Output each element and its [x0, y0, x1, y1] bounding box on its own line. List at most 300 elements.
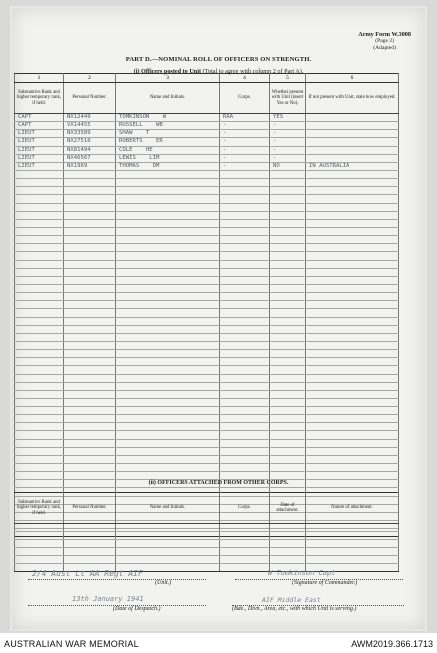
officer-initials: DM — [152, 162, 160, 169]
blank-cell — [220, 366, 270, 374]
blank-cell — [220, 301, 270, 309]
blank-cell — [116, 439, 220, 447]
blank-cell — [220, 244, 270, 252]
cell-corps: RAA — [220, 114, 270, 122]
header-present: Whether present with Unit (insert Yes or No). — [270, 83, 306, 114]
blank-cell — [64, 341, 116, 349]
blank-cell — [306, 170, 399, 178]
blank-cell — [270, 236, 306, 244]
blank-cell — [15, 431, 64, 439]
blank-cell — [116, 301, 220, 309]
blank-row — [15, 170, 399, 178]
cell-rank: CAPT — [15, 122, 64, 130]
blank-cell — [116, 333, 220, 341]
blank-cell — [64, 252, 116, 260]
blank-cell — [116, 244, 220, 252]
blank-cell — [220, 423, 270, 431]
blank-cell — [64, 170, 116, 178]
cell-corps: - — [220, 122, 270, 130]
blank-cell — [270, 431, 306, 439]
cell-name — [116, 122, 220, 130]
blank-cell — [306, 227, 399, 235]
blank-cell — [270, 455, 306, 463]
blank-cell — [220, 268, 270, 276]
blank-cell — [116, 309, 220, 317]
blank-cell — [116, 219, 220, 227]
form-adapted-note: (Adapted) — [373, 44, 396, 51]
cell-present: - — [270, 154, 306, 162]
blank-row — [15, 276, 399, 284]
blank-cell — [270, 293, 306, 301]
blank-cell — [116, 293, 220, 301]
blank-cell — [64, 293, 116, 301]
blank-cell — [220, 524, 270, 532]
blank-cell — [306, 524, 399, 532]
blank-cell — [306, 211, 399, 219]
blank-cell — [220, 309, 270, 317]
blank-row — [15, 366, 399, 374]
blank-cell — [64, 317, 116, 325]
blank-cell — [116, 472, 220, 480]
blank-row — [15, 358, 399, 366]
blank-row — [15, 407, 399, 415]
blank-cell — [220, 284, 270, 292]
blank-cell — [270, 398, 306, 406]
blank-cell — [270, 439, 306, 447]
column-number: 6 — [306, 74, 399, 83]
blank-cell — [15, 284, 64, 292]
blank-cell — [116, 366, 220, 374]
blank-cell — [306, 179, 399, 187]
blank-cell — [306, 195, 399, 203]
form-page-number: (Page 2) — [375, 38, 395, 45]
blank-row — [15, 179, 399, 187]
blank-row — [15, 325, 399, 333]
blank-row — [15, 333, 399, 341]
blank-cell — [64, 284, 116, 292]
blank-cell — [15, 187, 64, 195]
blank-cell — [64, 325, 116, 333]
blank-cell — [15, 293, 64, 301]
blank-cell — [64, 374, 116, 382]
blank-cell — [306, 407, 399, 415]
formation-handwritten: AIF Middle East — [262, 596, 321, 604]
blank-cell — [306, 219, 399, 227]
blank-cell — [116, 227, 220, 235]
blank-cell — [64, 358, 116, 366]
archive-footer — [0, 633, 437, 653]
blank-cell — [270, 556, 306, 564]
officer-surname: TOMKINSON — [119, 114, 150, 121]
blank-row — [15, 187, 399, 195]
blank-cell — [116, 556, 220, 564]
blank-cell — [64, 211, 116, 219]
table-row — [15, 162, 399, 170]
cell-number: NX12449 — [64, 114, 116, 122]
unit-line — [28, 579, 206, 580]
blank-cell — [116, 260, 220, 268]
blank-cell — [220, 219, 270, 227]
blank-cell — [270, 464, 306, 472]
blank-row — [15, 382, 399, 390]
blank-cell — [15, 211, 64, 219]
blank-cell — [270, 325, 306, 333]
unit-handwritten: 2/4 Aust Lt AA Regt AIF — [32, 569, 143, 578]
blank-cell — [270, 447, 306, 455]
attached-officers-table — [14, 492, 399, 572]
officer-surname: COLE — [119, 146, 133, 153]
blank-cell — [116, 179, 220, 187]
blank-cell — [306, 423, 399, 431]
blank-cell — [220, 187, 270, 195]
blank-cell — [220, 236, 270, 244]
cell-present: NO — [270, 162, 306, 170]
attached-rows — [15, 524, 399, 572]
blank-cell — [15, 260, 64, 268]
blank-cell — [116, 415, 220, 423]
blank-cell — [15, 244, 64, 252]
officer-initials: W — [162, 114, 167, 121]
officer-surname: THOMAS — [119, 162, 140, 169]
blank-cell — [116, 532, 220, 540]
blank-cell — [220, 447, 270, 455]
archive-reference: AWM2019.366.1713 — [351, 639, 433, 649]
blank-cell — [270, 252, 306, 260]
blank-row — [15, 439, 399, 447]
despatch-caption: (Date of Despatch.) — [113, 606, 161, 612]
blank-cell — [15, 447, 64, 455]
blank-cell — [64, 333, 116, 341]
officer-initials: ER — [155, 138, 163, 145]
column-number: 5 — [270, 74, 306, 83]
blank-cell — [306, 540, 399, 548]
blank-cell — [15, 374, 64, 382]
blank-row — [15, 293, 399, 301]
table-row — [15, 146, 399, 154]
blank-cell — [64, 219, 116, 227]
officers-on-strength-table — [14, 73, 399, 537]
blank-row — [15, 203, 399, 211]
blank-row — [15, 431, 399, 439]
blank-row — [15, 423, 399, 431]
table-header-row — [15, 83, 399, 114]
blank-cell — [64, 268, 116, 276]
blank-cell — [15, 366, 64, 374]
blank-cell — [15, 195, 64, 203]
blank-cell — [306, 325, 399, 333]
officer-surname: ROBERTS — [119, 138, 143, 145]
blank-cell — [306, 382, 399, 390]
blank-cell — [64, 236, 116, 244]
blank-cell — [15, 358, 64, 366]
blank-cell — [306, 366, 399, 374]
blank-cell — [64, 301, 116, 309]
blank-cell — [116, 211, 220, 219]
blank-cell — [270, 284, 306, 292]
blank-cell — [15, 350, 64, 358]
blank-row — [15, 211, 399, 219]
blank-cell — [220, 472, 270, 480]
table-row — [15, 154, 399, 162]
blank-cell — [220, 415, 270, 423]
blank-cell — [306, 268, 399, 276]
cell-rank: LIEUT — [15, 130, 64, 138]
blank-cell — [64, 276, 116, 284]
blank-cell — [15, 524, 64, 532]
blank-cell — [64, 415, 116, 423]
cell-corps: - — [220, 138, 270, 146]
blank-cell — [220, 382, 270, 390]
cell-number: NX1969 — [64, 162, 116, 170]
cell-employed — [306, 122, 399, 130]
blank-cell — [306, 390, 399, 398]
blank-cell — [220, 431, 270, 439]
form-code-block — [358, 32, 411, 51]
blank-cell — [15, 276, 64, 284]
table-row — [15, 138, 399, 146]
cell-name — [116, 114, 220, 122]
attached-header-nature: Nature of attachment. — [306, 493, 399, 524]
blank-row — [15, 195, 399, 203]
blank-row — [15, 309, 399, 317]
blank-cell — [15, 219, 64, 227]
cell-number: NX46567 — [64, 154, 116, 162]
blank-cell — [270, 423, 306, 431]
blank-cell — [116, 431, 220, 439]
cell-name — [116, 138, 220, 146]
blank-cell — [270, 358, 306, 366]
blank-cell — [15, 464, 64, 472]
attached-header-row — [15, 493, 399, 524]
blank-cell — [220, 532, 270, 540]
blank-cell — [64, 431, 116, 439]
part-title: PART D.—NOMINAL ROLL OF OFFICERS ON STRENGTH. — [125, 56, 312, 63]
blank-cell — [270, 268, 306, 276]
blank-row — [15, 350, 399, 358]
blank-row — [15, 252, 399, 260]
blank-cell — [270, 548, 306, 556]
blank-cell — [306, 431, 399, 439]
cell-name — [116, 130, 220, 138]
blank-cell — [15, 548, 64, 556]
blank-cell — [220, 333, 270, 341]
column-number: 1 — [15, 74, 64, 83]
section-one-label: (i) Officers posted to Unit — [133, 68, 202, 75]
blank-cell — [220, 325, 270, 333]
cell-number: NX33589 — [64, 130, 116, 138]
cell-corps: - — [220, 154, 270, 162]
blank-row — [15, 244, 399, 252]
column-number: 2 — [64, 74, 116, 83]
blank-cell — [270, 472, 306, 480]
blank-cell — [116, 268, 220, 276]
blank-cell — [116, 455, 220, 463]
cell-corps: - — [220, 130, 270, 138]
blank-cell — [64, 390, 116, 398]
blank-cell — [15, 407, 64, 415]
blank-row — [15, 219, 399, 227]
cell-present: YES — [270, 114, 306, 122]
blank-cell — [306, 187, 399, 195]
blank-cell — [306, 276, 399, 284]
blank-row — [15, 374, 399, 382]
cell-rank: LIEUT — [15, 154, 64, 162]
blank-cell — [64, 407, 116, 415]
attached-header-corps: Corps. — [220, 493, 270, 524]
attached-header-date: Date of attachment. — [270, 493, 306, 524]
blank-cell — [220, 341, 270, 349]
blank-cell — [15, 382, 64, 390]
unit-caption: (Unit.) — [155, 580, 172, 586]
blank-cell — [306, 284, 399, 292]
header-rank: Substantive Rank and higher temporary rank, if held. — [15, 83, 64, 114]
blank-cell — [116, 464, 220, 472]
cell-rank: LIEUT — [15, 146, 64, 154]
officer-initials: HE — [145, 146, 153, 153]
blank-cell — [116, 358, 220, 366]
blank-cell — [306, 358, 399, 366]
blank-cell — [15, 439, 64, 447]
header-name: Name and Initials. — [116, 83, 220, 114]
blank-cell — [15, 170, 64, 178]
blank-cell — [220, 293, 270, 301]
cell-rank: LIEUT — [15, 162, 64, 170]
blank-cell — [270, 219, 306, 227]
blank-cell — [270, 179, 306, 187]
blank-cell — [116, 252, 220, 260]
blank-row — [15, 455, 399, 463]
blank-cell — [220, 548, 270, 556]
blank-cell — [64, 524, 116, 532]
cell-name — [116, 146, 220, 154]
blank-cell — [64, 423, 116, 431]
blank-cell — [64, 532, 116, 540]
blank-cell — [306, 455, 399, 463]
cell-employed — [306, 154, 399, 162]
blank-cell — [220, 439, 270, 447]
blank-cell — [220, 390, 270, 398]
officer-surname: LEWIS — [119, 154, 136, 161]
blank-cell — [220, 179, 270, 187]
header-not-present: If not present with Unit, state how employed. — [306, 83, 399, 114]
blank-cell — [116, 548, 220, 556]
blank-cell — [15, 532, 64, 540]
blank-cell — [64, 244, 116, 252]
blank-cell — [116, 407, 220, 415]
officer-rows — [15, 114, 399, 537]
blank-cell — [15, 455, 64, 463]
blank-cell — [306, 532, 399, 540]
blank-cell — [220, 317, 270, 325]
blank-cell — [15, 236, 64, 244]
blank-row — [15, 227, 399, 235]
blank-cell — [270, 170, 306, 178]
blank-cell — [220, 203, 270, 211]
blank-cell — [220, 540, 270, 548]
blank-cell — [116, 398, 220, 406]
attached-header-personal-number: Personal Number. — [64, 493, 116, 524]
blank-cell — [306, 333, 399, 341]
blank-row — [15, 260, 399, 268]
cell-present: - — [270, 146, 306, 154]
blank-cell — [270, 374, 306, 382]
cell-number: NX81494 — [64, 146, 116, 154]
form-code: Army Form W.3008 — [358, 31, 411, 38]
header-corps: Corps. — [220, 83, 270, 114]
blank-cell — [220, 374, 270, 382]
blank-cell — [116, 350, 220, 358]
blank-cell — [64, 472, 116, 480]
blank-cell — [15, 333, 64, 341]
blank-cell — [270, 540, 306, 548]
blank-cell — [15, 325, 64, 333]
blank-cell — [220, 398, 270, 406]
blank-cell — [270, 301, 306, 309]
blank-cell — [270, 350, 306, 358]
blank-cell — [15, 472, 64, 480]
blank-row — [15, 284, 399, 292]
blank-cell — [220, 211, 270, 219]
blank-cell — [116, 170, 220, 178]
blank-cell — [116, 236, 220, 244]
blank-row — [15, 317, 399, 325]
blank-cell — [270, 187, 306, 195]
blank-cell — [270, 382, 306, 390]
blank-cell — [270, 276, 306, 284]
blank-cell — [64, 260, 116, 268]
blank-cell — [64, 195, 116, 203]
formation-caption: (Bde., Divn., Area, etc., with which Unit is serving.) — [232, 606, 357, 612]
cell-employed — [306, 130, 399, 138]
column-number-row — [15, 74, 399, 83]
cell-employed — [306, 114, 399, 122]
blank-cell — [64, 464, 116, 472]
blank-row — [15, 236, 399, 244]
blank-cell — [15, 390, 64, 398]
blank-cell — [270, 524, 306, 532]
blank-cell — [306, 350, 399, 358]
blank-row — [15, 447, 399, 455]
blank-cell — [64, 447, 116, 455]
blank-cell — [270, 195, 306, 203]
blank-cell — [116, 195, 220, 203]
blank-cell — [116, 524, 220, 532]
blank-cell — [306, 556, 399, 564]
blank-cell — [306, 236, 399, 244]
table-row — [15, 122, 399, 130]
blank-cell — [15, 540, 64, 548]
blank-cell — [116, 317, 220, 325]
blank-cell — [64, 350, 116, 358]
table-row — [15, 130, 399, 138]
blank-cell — [64, 556, 116, 564]
cell-present: - — [270, 122, 306, 130]
blank-row — [15, 540, 399, 548]
blank-cell — [64, 366, 116, 374]
blank-cell — [270, 390, 306, 398]
archive-name: AUSTRALIAN WAR MEMORIAL — [4, 639, 139, 649]
cell-name — [116, 162, 220, 170]
blank-cell — [220, 350, 270, 358]
blank-cell — [116, 540, 220, 548]
blank-cell — [116, 276, 220, 284]
blank-cell — [306, 472, 399, 480]
officer-initials: T — [145, 130, 150, 137]
blank-cell — [220, 455, 270, 463]
blank-cell — [64, 382, 116, 390]
blank-cell — [116, 187, 220, 195]
blank-row — [15, 398, 399, 406]
